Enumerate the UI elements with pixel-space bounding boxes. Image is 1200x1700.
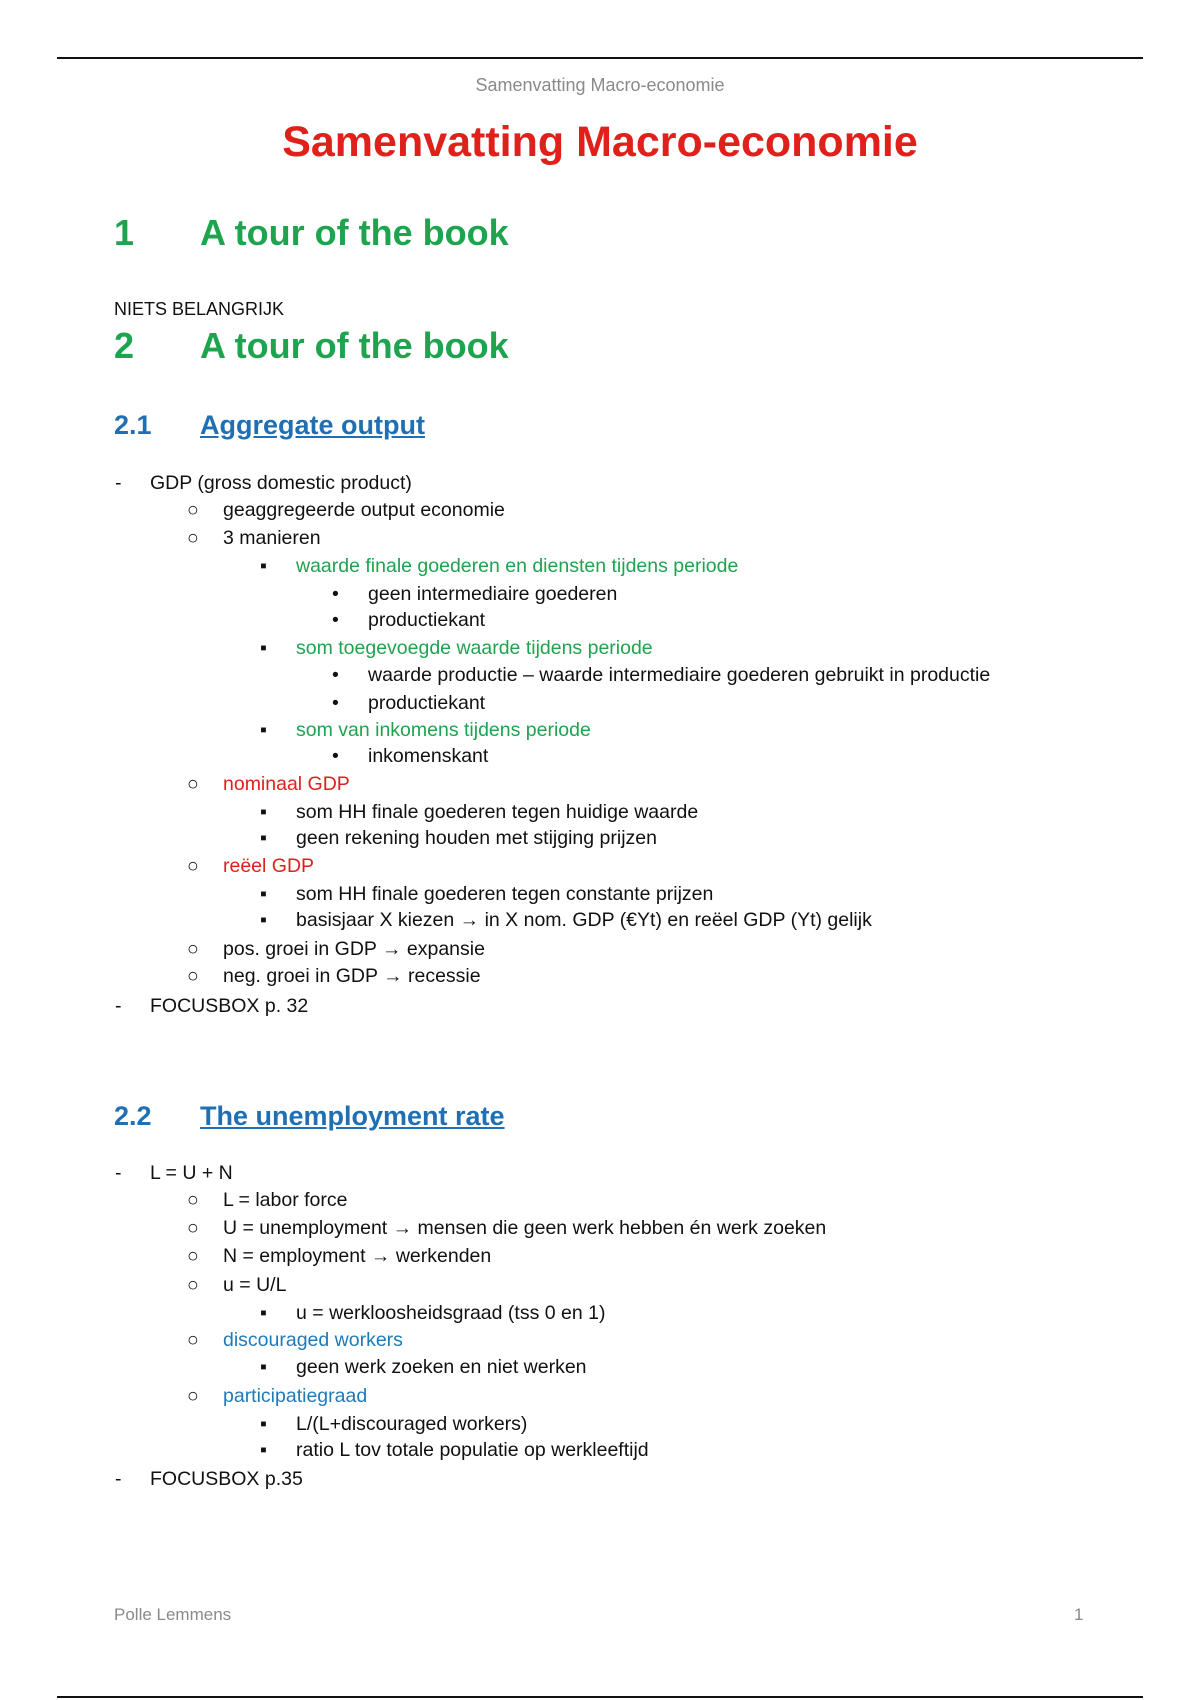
list-item: ▪ som HH finale goederen tegen huidige waarde <box>260 801 699 823</box>
square-bullet-icon: ▪ <box>260 1356 267 1378</box>
list-item: • geen intermediaire goederen <box>332 583 618 605</box>
list-item: ▪ ratio L tov totale populatie op werkleeftijd <box>260 1439 649 1461</box>
list-item: ○ nominaal GDP <box>187 773 350 795</box>
square-bullet-icon: ▪ <box>260 801 267 823</box>
circle-bullet-icon: ○ <box>187 965 199 987</box>
square-bullet-icon: ▪ <box>260 909 267 931</box>
circle-bullet-icon: ○ <box>187 855 199 877</box>
circle-bullet-icon: ○ <box>187 527 199 549</box>
square-bullet-icon: ▪ <box>260 637 267 659</box>
list-item: ○ geaggregeerde output economie <box>187 499 505 521</box>
list-item: ▪ waarde finale goederen en diensten tijdens periode <box>260 555 739 577</box>
circle-bullet-icon: ○ <box>187 499 199 521</box>
chapter-1-title: A tour of the book <box>200 212 509 253</box>
list-item: • productiekant <box>332 692 486 714</box>
list-item: ▪ basisjaar X kiezen → in X nom. GDP (€Yt) en reëel GDP (Yt) gelijk <box>260 909 872 931</box>
square-bullet-icon: ▪ <box>260 1302 267 1324</box>
section-2-2-number: 2.2 <box>114 1101 152 1131</box>
list-item: ○ 3 manieren <box>187 527 321 549</box>
list-item: ○ participatiegraad <box>187 1385 368 1407</box>
list-item: - FOCUSBOX p.35 <box>115 1468 303 1490</box>
list-item: - GDP (gross domestic product) <box>115 472 412 494</box>
circle-bullet-icon: ○ <box>187 1189 199 1211</box>
disc-bullet-icon: • <box>332 664 339 686</box>
circle-bullet-icon: ○ <box>187 1329 199 1351</box>
chapter-2-title: A tour of the book <box>200 325 509 366</box>
chapter-2-heading <box>114 325 509 367</box>
list-item: ○ neg. groei in GDP → recessie <box>187 965 481 987</box>
disc-bullet-icon: • <box>332 583 339 605</box>
section-2-1-number: 2.1 <box>114 410 152 440</box>
section-2-2-title: The unemployment rate <box>200 1101 505 1131</box>
chapter-1-note: NIETS BELANGRIJK <box>114 299 285 319</box>
square-bullet-icon: ▪ <box>260 883 267 905</box>
list-item: ○ discouraged workers <box>187 1329 403 1351</box>
footer-author: Polle Lemmens <box>114 1605 232 1624</box>
list-item: • inkomenskant <box>332 745 489 767</box>
square-bullet-icon: ▪ <box>260 555 267 577</box>
list-item: ○ L = labor force <box>187 1189 348 1211</box>
section-2-1-heading <box>114 410 425 441</box>
page-number: 1 <box>1074 1605 1084 1624</box>
list-item: ○ N = employment → werkenden <box>187 1245 492 1267</box>
list-item: ▪ som HH finale goederen tegen constante prijzen <box>260 883 714 905</box>
list-item: ▪ L/(L+discouraged workers) <box>260 1413 528 1435</box>
section-2-2-heading <box>114 1101 505 1132</box>
list-item: - FOCUSBOX p. 32 <box>115 995 309 1017</box>
circle-bullet-icon: ○ <box>187 1245 199 1267</box>
running-header: Samenvatting Macro-economie <box>475 75 725 95</box>
disc-bullet-icon: • <box>332 745 339 767</box>
circle-bullet-icon: ○ <box>187 1217 199 1239</box>
circle-bullet-icon: ○ <box>187 938 199 960</box>
chapter-2-number: 2 <box>114 325 135 366</box>
header-rule <box>57 57 1143 59</box>
list-item: ○ u = U/L <box>187 1274 287 1296</box>
list-item: ▪ geen rekening houden met stijging prijzen <box>260 827 657 849</box>
list-item: ○ reëel GDP <box>187 855 315 877</box>
chapter-1-number: 1 <box>114 212 135 253</box>
list-item: ○ pos. groei in GDP → expansie <box>187 938 485 960</box>
list-item: ○ U = unemployment → mensen die geen werk hebben én werk zoeken <box>187 1217 827 1239</box>
dash-marker: - <box>115 1162 122 1184</box>
dash-marker: - <box>115 1468 122 1490</box>
list-item: ▪ som toegevoegde waarde tijdens periode <box>260 637 653 659</box>
list-item: ▪ geen werk zoeken en niet werken <box>260 1356 587 1378</box>
list-item: • productiekant <box>332 609 486 631</box>
list-item: • waarde productie – waarde intermediaire goederen gebruikt in productie <box>332 664 991 686</box>
footer-rule <box>57 1696 1143 1698</box>
disc-bullet-icon: • <box>332 609 339 631</box>
square-bullet-icon: ▪ <box>260 827 267 849</box>
square-bullet-icon: ▪ <box>260 1413 267 1435</box>
section-2-1-title: Aggregate output <box>200 410 425 440</box>
circle-bullet-icon: ○ <box>187 1274 199 1296</box>
circle-bullet-icon: ○ <box>187 773 199 795</box>
chapter-1-heading <box>114 212 509 254</box>
disc-bullet-icon: • <box>332 692 339 714</box>
document-title: Samenvatting Macro-economie <box>282 118 918 166</box>
list-item: - L = U + N <box>115 1162 233 1184</box>
square-bullet-icon: ▪ <box>260 1439 267 1461</box>
circle-bullet-icon: ○ <box>187 1385 199 1407</box>
square-bullet-icon: ▪ <box>260 719 267 741</box>
list-item: ▪ som van inkomens tijdens periode <box>260 719 591 741</box>
list-item: ▪ u = werkloosheidsgraad (tss 0 en 1) <box>260 1302 606 1324</box>
dash-marker: - <box>115 472 122 494</box>
dash-marker: - <box>115 995 122 1017</box>
